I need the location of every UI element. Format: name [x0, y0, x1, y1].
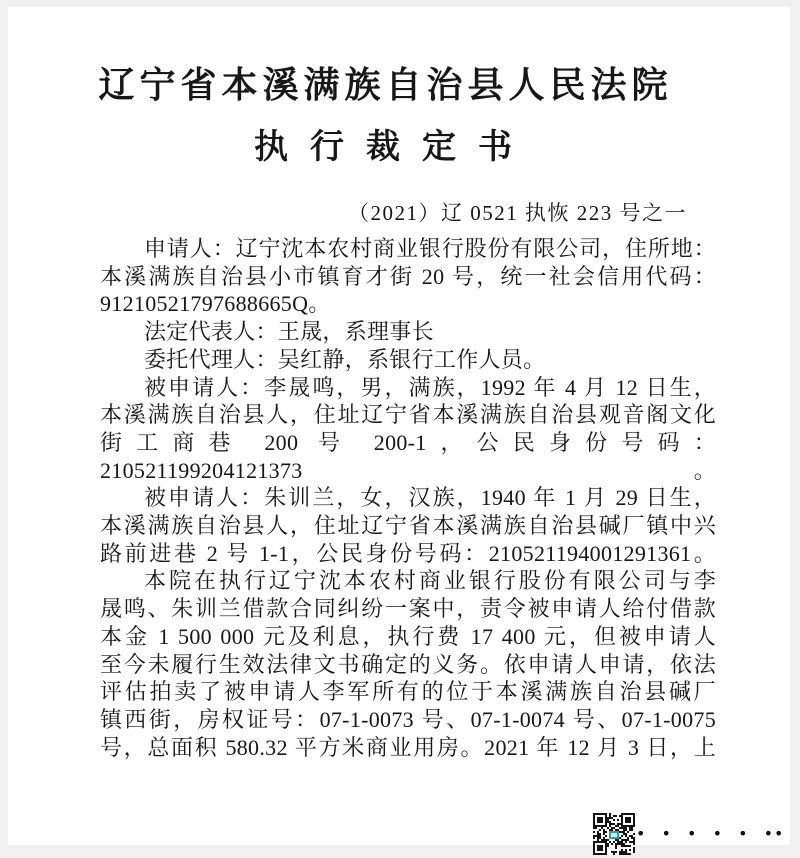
qr-code-icon: [593, 813, 635, 855]
document-text-line: 镇西街，房权证号：07-1-0073 号、07-1-0074 号、07-1-0075: [100, 706, 716, 732]
document-text-line: 路前进巷 2 号 1-1，公民身份号码：210521194001291361。: [100, 540, 716, 566]
document-text-line: 委托代理人：吴红静，系银行工作人员。: [144, 346, 546, 372]
document-text-line: 被申请人：李晟鸣，男，满族，1992 年 4 月 12 日生，: [144, 374, 716, 400]
document-text-line: 街工商巷 200 号 200-1，公民身份号码：210521199204121373。: [100, 429, 716, 483]
document-text-line: 本溪满族自治县人，住址辽宁省本溪满族自治县观音阁文化: [100, 402, 716, 428]
document-text-line: 本金 1 500 000 元及利息，执行费 17 400 元，但被申请人: [100, 623, 716, 649]
document-title: 执行裁定书: [254, 129, 534, 166]
document-text-line: 号，总面积 580.32 平方米商业用房。2021 年 12 月 3 日，上: [100, 734, 716, 760]
document-text-line: 本院在执行辽宁沈本农村商业银行股份有限公司与李: [144, 568, 716, 594]
court-title: 辽宁省本溪满族自治县人民法院: [98, 65, 673, 105]
document-text-line: 法定代表人：王晟，系理事长: [144, 319, 434, 345]
document-text-line: 本溪满族自治县小市镇育才街 20 号，统一社会信用代码：: [100, 263, 716, 289]
document-text-line: 被申请人：朱训兰，女，汉族，1940 年 1 月 29 日生，: [144, 485, 716, 511]
dot-sequence: • • • • • ••: [636, 824, 785, 843]
document-text-line: 申请人：辽宁沈本农村商业银行股份有限公司，住所地：: [144, 236, 716, 261]
document-text-line: 至今未履行生效法律文书确定的义务。依申请人申请，依法: [100, 651, 716, 677]
document-text-line: 本溪满族自治县人，住址辽宁省本溪满族自治县碱厂镇中兴: [100, 513, 716, 539]
document-page: [8, 7, 790, 845]
document-text-line: 评估拍卖了被申请人李军所有的位于本溪满族自治县碱厂: [100, 679, 716, 705]
document-body: [100, 235, 716, 761]
case-number: （2021）辽 0521 执恢 223 号之一: [348, 201, 687, 225]
document-text-line: 91210521797688665Q。: [100, 291, 331, 317]
document-text-line: 晟鸣、朱训兰借款合同纠纷一案中，责令被申请人给付借款: [100, 596, 716, 622]
